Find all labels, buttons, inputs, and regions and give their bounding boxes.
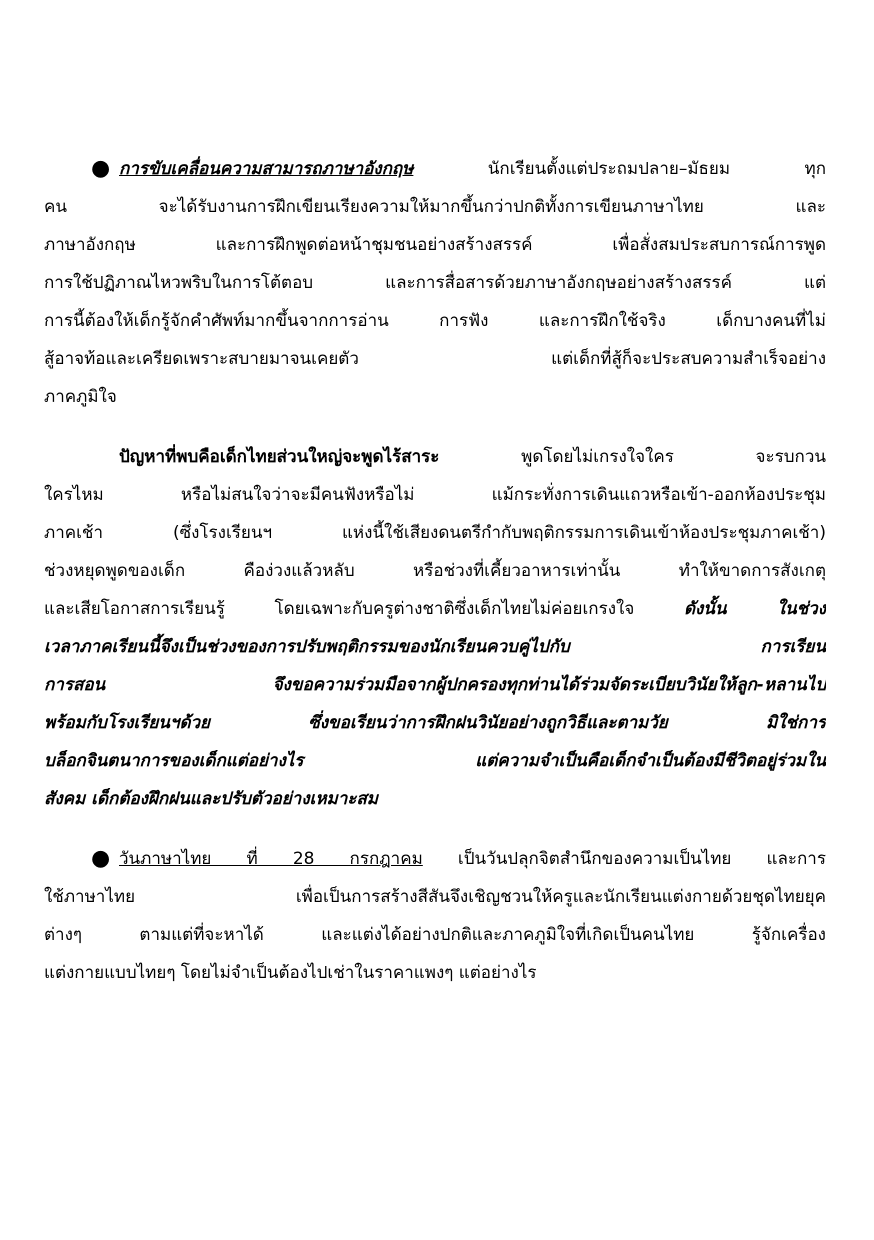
text-run: เป็นวันปลุกจิตสำนึกของความเป็นไทย และการ [422,849,826,869]
text-run: นักเรียนตั้งแต่ประถมปลาย–มัธยม ทุก [413,159,826,179]
paragraph-line: การสอน จึงขอความร่วมมือจากผู้ปกครองทุกท่านได้ร่วมจัดระเบียบวินัยให้ลูก-หลานไป [44,675,826,695]
section-heading: วันภาษาไทย ที่ 28 กรกฎาคม [119,849,423,869]
paragraph-line: บล็อกจินตนาการของเด็กแต่อย่างไร แต่ความจำเป็นคือเด็กจำเป็นต้องมีชีวิตอยู่ร่วมใน [44,751,826,771]
paragraph-line: การใช้ปฏิภาณไหวพริบในการโต้ตอบ และการสื่อสารด้วยภาษาอังกฤษอย่างสร้างสรรค์ แต่ [44,273,826,293]
paragraph-line: สู้อาจท้อและเครียดเพราะสบายมาจนเคยตัว แต่เด็กที่สู้ก็จะประสบความสำเร็จอย่าง [44,349,826,369]
paragraph-line: ภาษาอังกฤษ และการฝึกพูดต่อหน้าชุมชนอย่างสร้างสรรค์ เพื่อสั่งสมประสบการณ์การพูด [44,235,826,255]
text-run: และเสียโอกาสการเรียนรู้ โดยเฉพาะกับครูต่างชาติซึ่งเด็กไทยไม่ค่อยเกรงใจ [44,599,684,619]
paragraph-line: ต่างๆ ตามแต่ที่จะหาได้ และแต่งได้อย่างปกติและภาคภูมิใจที่เกิดเป็นคนไทย รู้จักเครื่อง [44,925,826,945]
paragraph-line: พร้อมกับโรงเรียนฯด้วย ซึ่งขอเรียนว่าการฝึกฝนวินัยอย่างถูกวิธีและตามวัย มิใช่การ [44,713,826,733]
bullet-icon: ● [91,156,111,181]
section-heading: การขับเคลื่อนความสามารถภาษาอังกฤษ [119,159,414,179]
text-run: พูดโดยไม่เกรงใจใคร จะรบกวน [439,447,826,467]
paragraph-thai-language-day [44,840,826,992]
paragraph-line: ใช้ภาษาไทย เพื่อเป็นการสร้างสีสันจึงเชิญชวนให้ครูและนักเรียนแต่งกายด้วยชุดไทยยุค [44,887,826,907]
paragraph-line: สังคม เด็กต้องฝึกฝนและปรับตัวอย่างเหมาะสม [44,789,379,809]
paragraph-line: ภาคภูมิใจ [44,387,117,407]
paragraph-line [44,840,826,878]
paragraph-english-ability [44,150,826,416]
bullet-icon: ● [91,846,111,871]
paragraph-line: การนี้ต้องให้เด็กรู้จักคำศัพท์มากขึ้นจากการอ่าน การฟัง และการฝึกใช้จริง เด็กบางคนที่ไม่ [44,311,826,331]
paragraph-line: ใครไหม หรือไม่สนใจว่าจะมีคนฟังหรือไม่ แม้กระทั่งการเดินแถวหรือเข้า-ออกห้องประชุม [44,485,826,505]
paragraph-line: แต่งกายแบบไทยๆ โดยไม่จำเป็นต้องไปเช่าในราคาแพงๆ แต่อย่างไร [44,963,537,983]
document-page [44,150,826,1014]
paragraph-line: เวลาภาคเรียนนี้จึงเป็นช่วงของการปรับพฤติกรรมของนักเรียนควบคู่ไปกับ การเรียน [44,637,826,657]
paragraph-line: ภาคเช้า (ซึ่งโรงเรียนฯ แห่งนี้ใช้เสียงดนตรีกำกับพฤติกรรมการเดินเข้าห้องประชุมภาคเช้า) [44,523,826,543]
paragraph-behavior-problem [44,438,826,818]
paragraph-line [44,150,826,188]
section-heading: ปัญหาที่พบคือเด็กไทยส่วนใหญ่จะพูดไร้สาระ [119,447,440,467]
emphasis-run: ดังนั้น ในช่วง [683,599,826,619]
paragraph-line [44,590,826,628]
paragraph-line: ช่วงหยุดพูดของเด็ก คือง่วงแล้วหลับ หรือช่วงที่เคี้ยวอาหารเท่านั้น ทำให้ขาดการสังเกตุ [44,561,826,581]
paragraph-line: คน จะได้รับงานการฝึกเขียนเรียงความให้มากขึ้นกว่าปกติทั้งการเขียนภาษาไทย และ [44,197,826,217]
paragraph-line [44,438,826,476]
